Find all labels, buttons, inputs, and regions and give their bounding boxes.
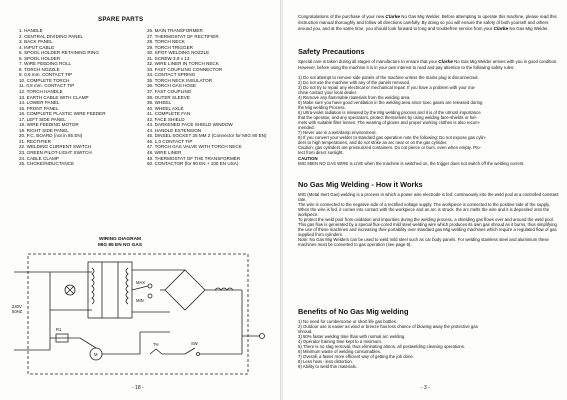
rectifier-bridge [165, 270, 205, 310]
safety-rule-item: mended. [298, 125, 315, 130]
benefit-item: 8) Less heat - less distortion. [298, 359, 353, 364]
supply-voltage-label: 240V 50HZ [12, 304, 23, 314]
parts-list-item: 18. WIRE FEEDING MOTOR [19, 122, 79, 128]
parts-list-item: 46. 1,0 CONTACT TIP [147, 138, 193, 144]
benefit-item: 9) Ability to weld thin materials. [298, 364, 357, 369]
trigger-switch [197, 353, 200, 356]
safety-rule-item: that the operator, and any spectators, protect themselves by using welding face-shields or hel- [298, 115, 477, 120]
benefit-item: 3) 50% faster welding time than with normal arc welding. [298, 334, 406, 339]
parts-list-item: 6. SPOOL HOLDER [19, 55, 61, 61]
parts-list-item: 19. RIGHT SIDE PANEL [19, 127, 69, 133]
brand-logo-inline-2: Clarke [493, 26, 509, 32]
benefit-item: 6) Minimum waste of welding consumables. [298, 349, 382, 354]
motor-label: M [94, 352, 98, 357]
parts-list-item: 39. WHEEL [147, 100, 171, 106]
parts-list-item: 40. WHEEL AXLE [147, 105, 184, 111]
parts-list-item: 21. RECTIFIER [19, 138, 51, 144]
how-it-works-text: MIG (Metal Inert Gas) welding is a process in which a power wire electrode is fed: continuously into the weld pool at a controlled constant rate. The wire is connected to the negative side of a rectified voltage supply. The workpiece is connected to the positive side of the supply. When the wire is fed, it comes into contact with the workpiece and an arc is struck. the arc melts the wire and it is deposited onto the workpiece. To protect the weld pool from oxidation and impurities during the welding process, a shielding gas flows over and around the weld pool. This gas flow is generated by a special flux-cored mild steel welding wire which produces its own gas shroud as it burns, thus simplifying the use of these machines and increasing their portability over standard gas Mig welding machines which require a regulated flow of gas supplied from cylinders. Note: No Gas Mig Welders can be used to weld mild steel such as car body panels. For welding stainless steel and aluminium these machines must be converted to gas operation (see page 9). [298, 192, 559, 248]
safety-rule-item: mets with suitable filter lenses. The wearing of gloves and proper working clothes is also recom- [298, 120, 481, 125]
parts-list-item: 11. 0,8 mm. CONTACT TIP [19, 83, 75, 89]
intro-text-c: No Gas Mig Welder. [508, 25, 549, 31]
safety-rule-item: 3) Do not try to repair any electrical or mechanical repair. If you have a problem with your ma- [298, 85, 476, 90]
benefit-item: 5) There is no slag removal, thus eliminating almos, all postwelding cleaning operations. [298, 344, 466, 349]
caution-block [298, 156, 560, 166]
left-page [0, 0, 281, 400]
brand-logo-inline-3: Clarke [438, 60, 453, 65]
parts-list-item: 30. SPOT WELDING NOZZLE [147, 50, 210, 56]
parts-list-item: 32. WIRE LINER IN TORCH NECK [147, 61, 219, 67]
safety-rules-list [298, 75, 560, 155]
parts-list-item: 47. TORCH GAS VALVE WITH TORCH NECK [147, 144, 242, 150]
parts-list-item: 36. TORCH GAS HOSE [147, 83, 197, 89]
safety-rule-item: the Mig welding Process. [298, 105, 346, 110]
parts-list-item: 9. 0,6 mm. CONTACT TIP [19, 72, 73, 78]
safety-rule-item: chine contact your local dealer. [298, 90, 357, 95]
trigger-label: SW [191, 341, 198, 346]
right-page-number: - 3 - [421, 385, 430, 391]
switch-contact-max [148, 284, 152, 288]
parts-list-item: 33. FAST COUPLING CONNECTOR [147, 66, 223, 72]
wiring-diagram-title [98, 237, 142, 248]
parts-list-item: 15. FRONT PANEL [19, 105, 59, 111]
safety-rule-item: 4) Remove any flammable materials from the welding area. [298, 95, 411, 100]
safety-heading: Safety Precautions [298, 47, 365, 56]
parts-list-item: 34. CONTACT SPRING [147, 72, 196, 78]
resistor-label: R1 [56, 327, 62, 332]
switch-contact-min [148, 294, 152, 298]
parts-list-item: 42. FACE SHIELD [147, 116, 185, 122]
benefits-heading: Benefits of No Gas Mig welding [298, 307, 409, 316]
parts-list-item: 28. TORCH NECK [147, 39, 185, 45]
safety-rule-item: 1) Do not attempt to remove side panels of the machine unless the mains plug is disconnected. [298, 75, 479, 80]
switch-max-label: MAX [136, 280, 146, 285]
parts-list-item: 27. THERMOSTAT OF RECTIFIER [147, 33, 219, 39]
benefit-item: 4) Operator training time kept to a minimum. [298, 339, 383, 344]
safety-rule-item: 2) Do not use the machine with any of the panels removed. [298, 80, 411, 85]
wiring-diagram [10, 250, 272, 380]
benefit-item: 1) No need for cumbersome or short life gas bottles. [298, 319, 398, 324]
safety-intro [298, 59, 560, 70]
intro-text-b: No Gas Mig Welder. Before attempting to operate this machine, please read this instruction manual thoroughly and follow all directions carefully. By doing so you will ensure the safety of both yourself and others around you, and at the same time, you should look forward to long and troublefree service from your [298, 14, 557, 31]
parts-list-item: 25. CHOKE/INDUCTANCE [19, 161, 75, 167]
benefit-item: 2) Outdoor use is easier as wind or breeze has less chance of blowing away the protective gas [298, 324, 478, 329]
switch-min-label: MIN [136, 298, 144, 303]
parts-list-column-1 [19, 28, 106, 167]
benefit-item: shroud. [298, 329, 313, 334]
intro-paragraph [298, 14, 560, 32]
how-it-works-heading: No Gas Mig Welding - How it Works [298, 180, 423, 189]
parts-list-item: 13. EARTH CABLE WITH CLAMP [19, 94, 89, 100]
parts-list-item: 17. LEFT SIDE PANEL [19, 116, 66, 122]
spare-parts-title: SPARE PARTS [98, 16, 144, 23]
wiring-diagram-title-line1: WIRING DIAGRAM [98, 237, 142, 242]
parts-list-item: 2. CENTRAL DIVIDING PANEL [19, 33, 84, 39]
parts-list-item: 3. BACK PANEL [19, 39, 53, 45]
safety-rule-item: 5) Make sure you have good ventilation in the welding area since toxic gases are released during [298, 100, 483, 105]
parts-list-item: 38. OUTER SLEEVE [147, 94, 190, 100]
parts-list-item: 8. TORCH NOZZLE [19, 66, 60, 72]
parts-list-item: 5. SPOOL HOLDER RETAINING RING [19, 50, 99, 56]
parts-list-item: 35. TORCH NECK INSULATOR [147, 77, 213, 83]
parts-list-item: 10. COMPLETE TORCH [19, 77, 70, 83]
parts-list-item: 4. INPUT CABLE [19, 44, 55, 50]
right-page [283, 0, 567, 400]
brand-logo-inline-1: Clarke [385, 15, 401, 20]
parts-list-item: 24. CABLE CLAMP [19, 155, 59, 161]
main-transformer [88, 262, 132, 318]
parts-list-item: 44. HANDLE EXTENSION [147, 127, 202, 133]
safety-rule-item: ders to high temperatures, and do not strike an arc near or on the gas cylinder. [298, 140, 448, 145]
parts-list-item: 16. COMPLETE PLASTIC WIRE FEEDER [19, 111, 106, 117]
parts-list-item: 22. WELDING CURRENT SWITCH [19, 144, 92, 150]
intro-text-a: Congratulations of the purchase of your new [298, 14, 386, 19]
left-page-number: - 18 - [132, 385, 144, 391]
benefits-list [298, 319, 560, 369]
safety-rule-item: tect from direct sunlight. [298, 150, 344, 155]
parts-list-item: 26. MAIN TRANSFORMER [147, 28, 203, 33]
parts-list-item: 45. DINSEL SOCKET 25 MM 2 (Connector for MIG 90 EN) [147, 133, 267, 139]
caution-text: MIG 85EN NO GAS WIRE is LIVE when the machine is switched on, the trigger does not switch off the welding current. [298, 161, 525, 167]
safety-rule-item: 6) Ultra-violet radiation is released by the Mig welding process and it is of the utmost importance [298, 110, 481, 115]
parts-list-item: 37. FAST COUPLING [147, 89, 192, 95]
parts-list-item: 23. GREEN PILOT-LIGHT SWITCH [19, 150, 92, 156]
safety-rule-item: 8) If you convert your welder to standard gas operation note the following: Do not expose gas cylin- [298, 135, 487, 140]
torch-output [260, 334, 265, 339]
parts-list-item: 43. DARKENED FACE SHIELD WINDOW [147, 122, 233, 128]
benefit-item: 7) Overall, a faster more efficient way of getting the job done. [298, 354, 414, 359]
thermostat-label: TH [153, 342, 159, 347]
safety-intro-a: Special care is taken during all stages of manufacture to ensure that your [298, 59, 439, 64]
parts-list-item: 50. CONTACTOR (for 90 EN + 100 EN USA) [147, 161, 239, 167]
safety-rule-item: 7) Never use in a wet/damp environment. [298, 130, 377, 135]
parts-list-column-2 [147, 28, 266, 167]
safety-intro-b: No Gas Mig Welder arrives with you in good condition. However, before using the machine it is in your own interest to read and pay attention to the following safety rules: [298, 59, 558, 71]
thermostat-symbol [150, 349, 162, 354]
parts-list-item: 14. LOWER PANEL [19, 100, 60, 106]
wiring-diagram-title-line2: MIG 85 EN NO GAS [98, 242, 142, 248]
parts-list-item: 49. THERMOSTAT OF THE TRANSFORMER [147, 155, 241, 161]
caution-label: CAUTION [298, 156, 318, 161]
parts-list-item: 41. COMPLETE FAN [147, 111, 191, 117]
parts-list-item: 29. TORCH TRIGGER [147, 44, 193, 50]
safety-rule-item: Caution: gas cylinders are pressurized containers. Do not pierce or burn, even when empty. Pro- [298, 145, 482, 150]
parts-list-item: 20. P.C. BOARD (not in 85 EN) [19, 133, 83, 139]
parts-list-item: 7. WIRE FEEDING ROLL [19, 61, 72, 67]
parts-list-item: 48. WIRE LINER [147, 150, 182, 156]
parts-list-item: 31. SCREW 3,9 x 13 [147, 55, 190, 61]
parts-list-item: 1. HANDLE [19, 28, 43, 33]
parts-list-item: 12. TORCH HANDLE [19, 89, 63, 95]
